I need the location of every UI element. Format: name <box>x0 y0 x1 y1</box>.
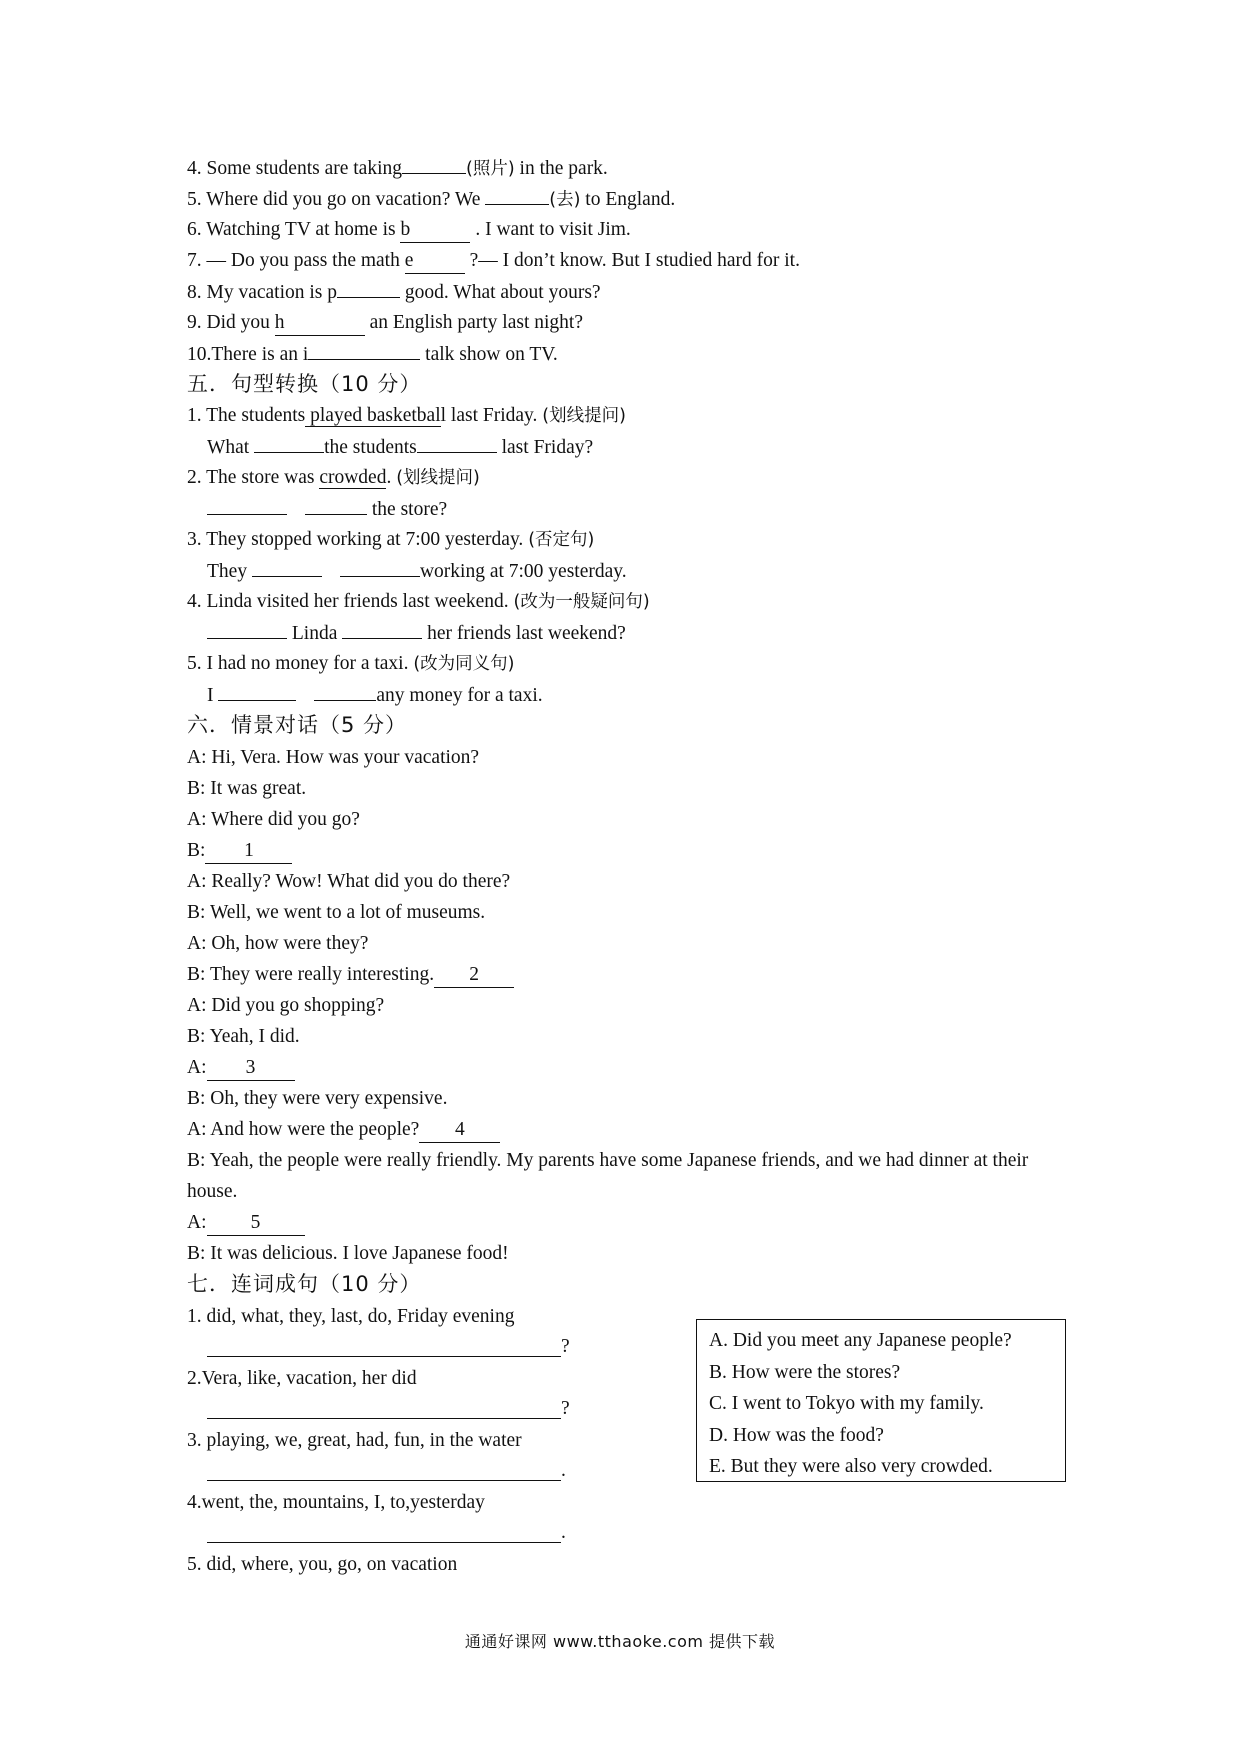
option-d: D. How was the food? <box>709 1424 884 1446</box>
answer-line[interactable] <box>207 1480 561 1481</box>
footer-watermark: 通通好课网 www.tthaoke.com 提供下载 <box>464 1632 776 1651</box>
part7-q2: 2.Vera, like, vacation, her did <box>187 1368 417 1389</box>
part5-q5: 5. I had no money for a taxi. (改为同义句) <box>187 653 515 674</box>
part5-q2-answer: the store? <box>207 497 447 522</box>
part5-q4-answer: Linda her friends last weekend? <box>207 621 626 646</box>
dialog-line: A: Really? Wow! What did you do there? <box>187 871 511 892</box>
part5-q1-answer: What the students last Friday? <box>207 437 594 458</box>
part5-q5-answer: I any money for a taxi. <box>207 685 543 706</box>
dialog-line: B: It was delicious. I love Japanese food! <box>187 1243 509 1264</box>
end-mark: ? <box>561 1336 570 1357</box>
part4-q5: 5. Where did you go on vacation? We (去) to England. <box>187 189 676 210</box>
dialog-line: B: It was great. <box>187 778 307 799</box>
dialog-line: A: Where did you go? <box>187 809 360 830</box>
part7-q4: 4.went, the, mountains, I, to,yesterday <box>187 1492 485 1513</box>
option-c: C. I went to Tokyo with my family. <box>709 1393 984 1414</box>
answer-line[interactable] <box>207 1418 561 1419</box>
answer-line[interactable] <box>207 1542 561 1543</box>
dialog-line: B: 1 <box>187 839 292 864</box>
part6-heading: 六．情景对话（5 分） <box>187 713 408 737</box>
end-mark: . <box>561 1522 566 1543</box>
dialog-options-box <box>696 1319 1066 1482</box>
dialog-line: B: They were really interesting. 2 <box>187 963 514 988</box>
option-b: B. How were the stores? <box>709 1361 901 1383</box>
part7-q1: 1. did, what, they, last, do, Friday evening <box>187 1306 515 1327</box>
dialog-line: A: And how were the people? 4 <box>187 1118 500 1143</box>
dialog-line: B: Yeah, the people were really friendly. My parents have some Japanese friends, and we had dinner at their <box>187 1150 1029 1171</box>
part5-q4: 4. Linda visited her friends last weekend. (改为一般疑问句) <box>187 591 650 612</box>
blank-3: 3 <box>207 1056 295 1081</box>
part4-q4: 4. Some students are taking (照片) in the park. <box>187 158 608 179</box>
blank-1: 1 <box>205 839 292 864</box>
dialog-line: B: Well, we went to a lot of museums. <box>187 902 486 923</box>
option-e: E. But they were also very crowded. <box>709 1456 993 1477</box>
blank-2: 2 <box>434 963 514 988</box>
answer-line[interactable] <box>207 1356 561 1357</box>
part4-q8: 8. My vacation is p good. What about yours? <box>187 282 601 303</box>
blank-4: 4 <box>419 1118 500 1143</box>
part5-q3: 3. They stopped working at 7:00 yesterday. (否定句) <box>187 529 595 550</box>
part5-heading: 五．句型转换（10 分） <box>187 372 422 396</box>
end-mark: ? <box>561 1398 570 1419</box>
part4-q10: 10.There is an i talk show on TV. <box>187 344 558 365</box>
dialog-line: A: Did you go shopping? <box>187 995 385 1016</box>
dialog-line: B: Yeah, I did. <box>187 1026 300 1047</box>
part5-q3-answer: They working at 7:00 yesterday. <box>207 561 627 582</box>
end-mark: . <box>561 1460 566 1481</box>
part5-q2: 2. The store was crowded. (划线提问) <box>187 467 480 488</box>
dialog-line: B: Oh, they were very expensive. <box>187 1088 448 1109</box>
dialog-line: A: Oh, how were they? <box>187 933 369 954</box>
part7-q3: 3. playing, we, great, had, fun, in the water <box>187 1430 522 1451</box>
option-a: A. Did you meet any Japanese people? <box>709 1330 1012 1351</box>
part7-q5: 5. did, where, you, go, on vacation <box>187 1554 458 1575</box>
dialog-line: A: 5 <box>187 1211 305 1236</box>
dialog-line: house. <box>187 1181 238 1202</box>
part4-q7: 7. — Do you pass the math e ?— I don’t know. But I studied hard for it. <box>187 249 800 274</box>
part4-q9: 9. Did you h an English party last night? <box>187 311 583 336</box>
part7-heading: 七．连词成句（10 分） <box>187 1272 422 1296</box>
part4-q6: 6. Watching TV at home is b . I want to visit Jim. <box>187 218 631 243</box>
dialog-line: A: Hi, Vera. How was your vacation? <box>187 747 480 768</box>
part5-q1: 1. The students played basketball last Friday. (划线提问) <box>187 405 626 426</box>
blank-5: 5 <box>207 1211 305 1236</box>
dialog-line: A: 3 <box>187 1056 295 1081</box>
